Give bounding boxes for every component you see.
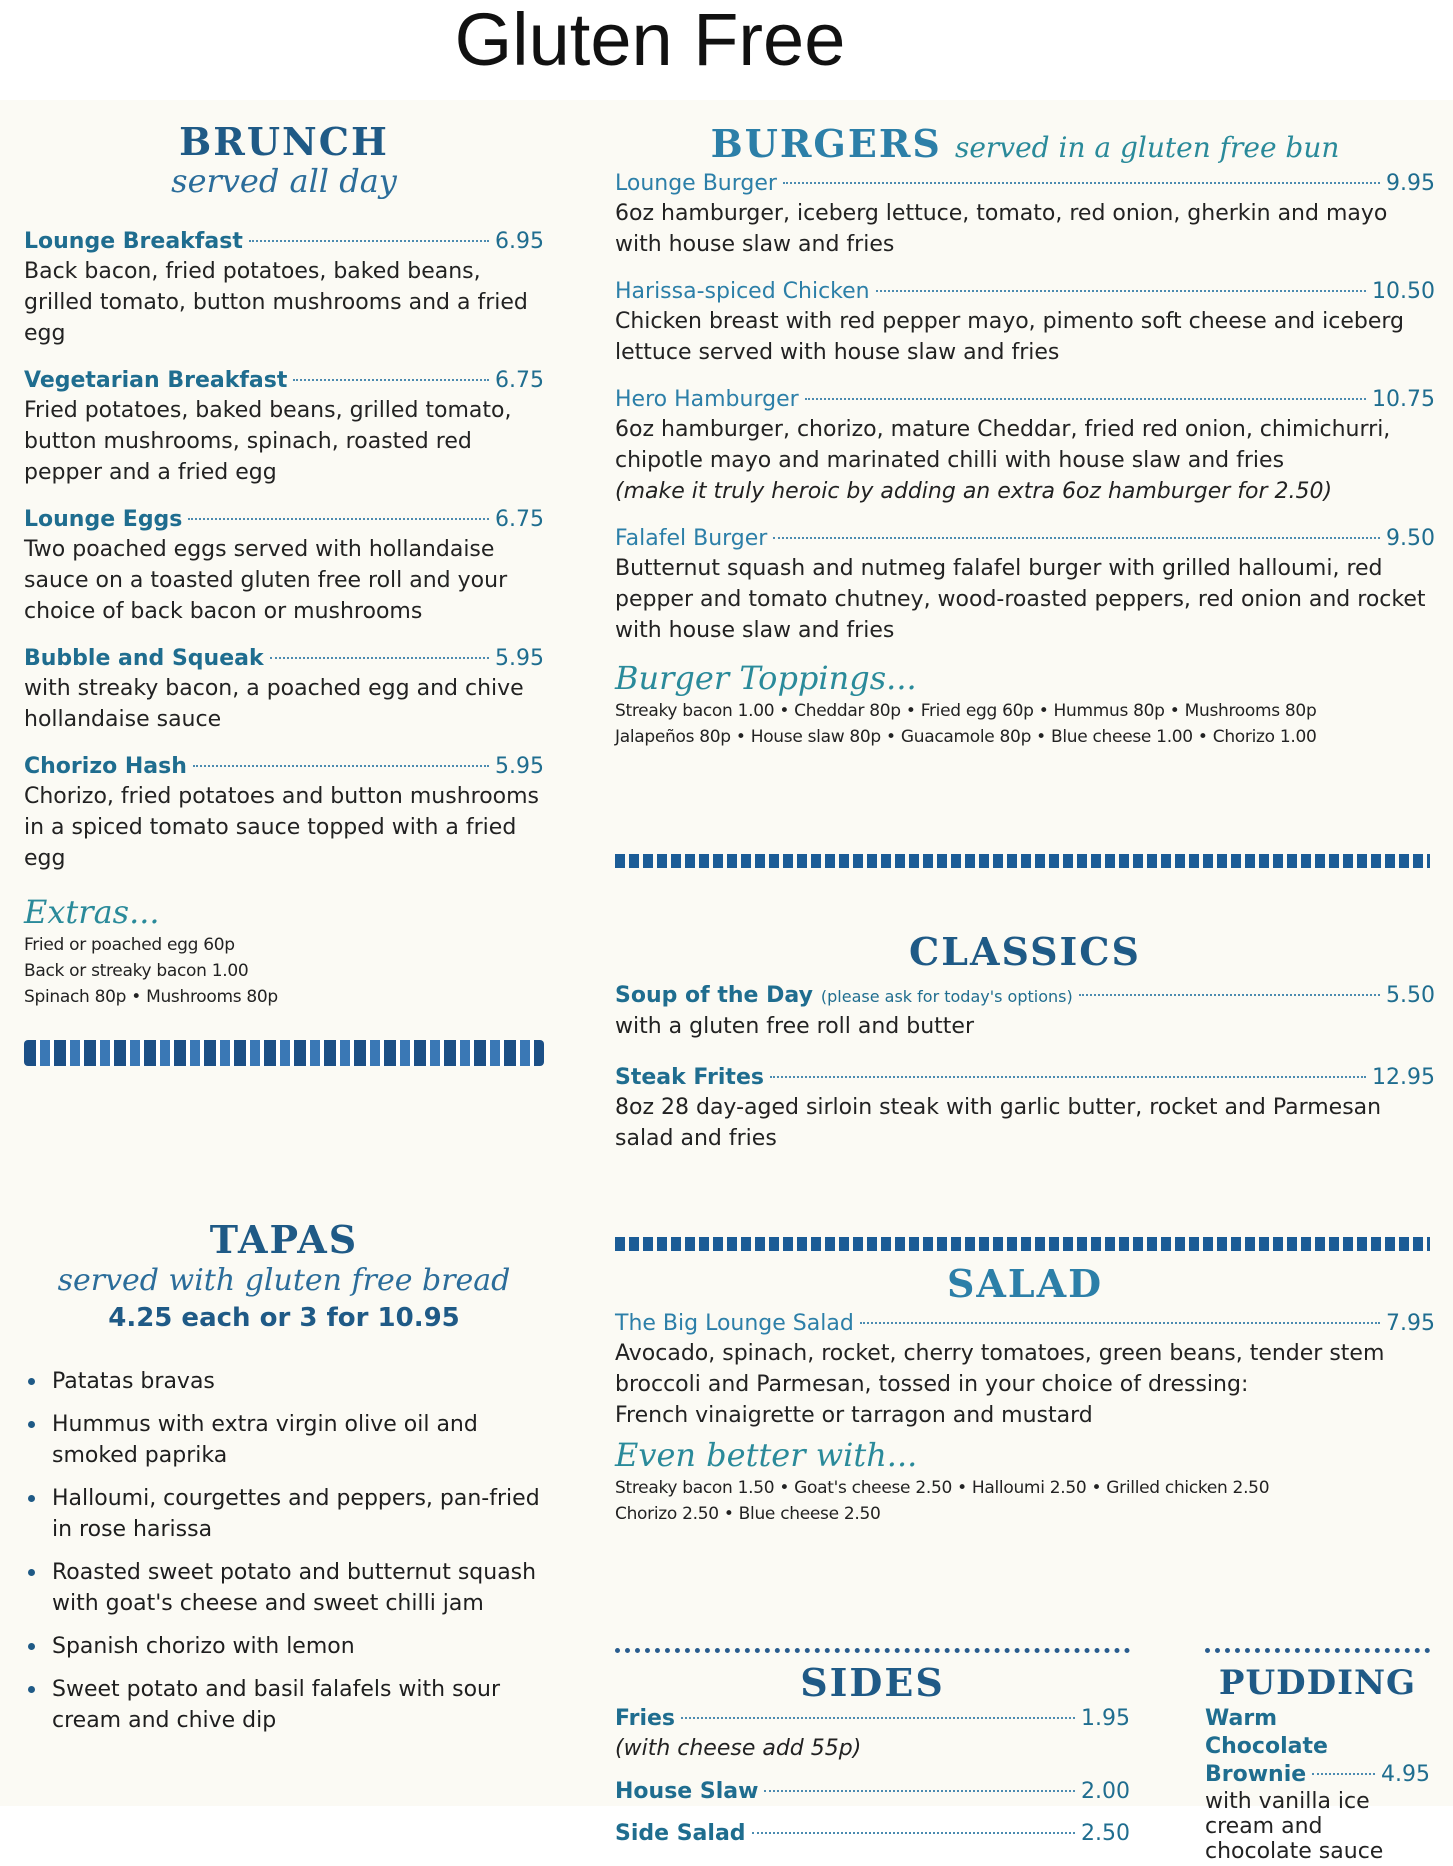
tapas-price-line: 4.25 each or 3 for 10.95 <box>108 1303 460 1333</box>
item-desc: with a gluten free roll and butter <box>615 1014 974 1039</box>
salad-extras-title: Even better with... <box>615 1436 918 1474</box>
classics-section <box>615 930 1435 1172</box>
item-note: (please ask for today's options) <box>820 987 1073 1006</box>
item-name: Lounge Burger <box>615 171 777 196</box>
chain-divider <box>615 1237 1430 1251</box>
page-title: Gluten Free <box>454 0 846 81</box>
item-desc: Two poached eggs served with hollandaise sauce on a toasted gluten free roll and your choice of back bacon or mushrooms <box>24 537 508 624</box>
menu-sheet <box>0 100 1453 1864</box>
brunch-title: BRUNCH <box>179 119 389 164</box>
list-item: Hummus with extra virgin olive oil and smoked paprika <box>24 1409 544 1471</box>
item-price: 9.50 <box>1386 526 1435 551</box>
item-price: 6.95 <box>495 229 544 254</box>
tapas-title: TAPAS <box>209 1217 359 1262</box>
item-price: 2.00 <box>1081 1779 1130 1804</box>
item-desc: 8oz 28 day-aged sirloin steak with garlic butter, rocket and Parmesan salad and fries <box>615 1095 1382 1151</box>
item-name: Chocolate <box>1205 1734 1328 1759</box>
item-price: 10.50 <box>1372 279 1435 304</box>
item-price: 1.95 <box>1081 1706 1130 1731</box>
salad-title: SALAD <box>946 1261 1104 1306</box>
item-name: Lounge Breakfast <box>24 229 243 254</box>
chain-divider <box>615 854 1430 868</box>
menu-item <box>24 228 544 349</box>
tapas-subtitle: served with gluten free bread <box>57 1263 511 1298</box>
list-item: Patatas bravas <box>24 1366 544 1397</box>
item-price: 6.75 <box>495 507 544 532</box>
item-price: 4.95 <box>1381 1762 1430 1787</box>
item-desc: 6oz hamburger, chorizo, mature Cheddar, fried red onion, chimichurri, chipotle mayo and marinated chilli with house slaw and fries <box>615 417 1391 473</box>
pudding-title: PUDDING <box>1218 1663 1417 1703</box>
brunch-subtitle: served all day <box>171 162 397 200</box>
item-price: 7.95 <box>1386 1311 1435 1336</box>
item-name: Bubble and Squeak <box>24 646 264 671</box>
tapas-section <box>24 1218 544 1748</box>
burgers-section <box>615 122 1435 750</box>
brunch-section <box>24 120 544 1096</box>
salad-section <box>615 1262 1435 1527</box>
toppings-line: Streaky bacon 1.00 • Cheddar 80p • Fried egg 60p • Hummus 80p • Mushrooms 80p <box>615 701 1317 721</box>
menu-item <box>615 525 1435 646</box>
menu-item <box>24 645 544 735</box>
item-name: House Slaw <box>615 1779 759 1804</box>
item-desc: French vinaigrette or tarragon and mustard <box>615 1403 1093 1428</box>
item-name: Falafel Burger <box>615 526 768 551</box>
sides-section <box>615 1648 1130 1866</box>
menu-item <box>24 367 544 488</box>
extras-line: Chorizo 2.50 • Blue cheese 2.50 <box>615 1504 881 1524</box>
item-price: 9.95 <box>1386 171 1435 196</box>
item-name: Brownie <box>1205 1762 1307 1787</box>
menu-item <box>24 506 544 627</box>
menu-item <box>615 1310 1435 1431</box>
item-desc: Avocado, spinach, rocket, cherry tomatoes, green beans, tender stem broccoli and Parmesan, tossed in your choice of dressing: <box>615 1341 1385 1397</box>
item-note: (make it truly heroic by adding an extra 6oz hamburger for 2.50) <box>615 479 1333 504</box>
item-name: Warm <box>1205 1706 1278 1731</box>
item-name: Hero Hamburger <box>615 387 799 412</box>
extras-line: Back or streaky bacon 1.00 <box>24 961 249 981</box>
sides-title: SIDES <box>800 1660 945 1705</box>
extras-line: Fried or poached egg 60p <box>24 935 235 955</box>
item-name: Harissa-spiced Chicken <box>615 279 870 304</box>
item-desc: with streaky bacon, a poached egg and chive hollandaise sauce <box>24 676 524 732</box>
item-name: Lounge Eggs <box>24 507 183 532</box>
item-name: The Big Lounge Salad <box>615 1311 854 1336</box>
toppings-line: Jalapeños 80p • House slaw 80p • Guacamole 80p • Blue cheese 1.00 • Chorizo 1.00 <box>615 727 1317 747</box>
list-item: Halloumi, courgettes and peppers, pan-fried in rose harissa <box>24 1483 544 1545</box>
brunch-extras-title: Extras... <box>24 893 160 931</box>
item-name: Chorizo Hash <box>24 754 187 779</box>
item-price: 5.95 <box>495 754 544 779</box>
menu-item <box>615 1820 1130 1848</box>
item-name: Side Salad <box>615 1821 746 1846</box>
menu-item <box>615 170 1435 260</box>
list-item: Roasted sweet potato and butternut squash with goat's cheese and sweet chilli jam <box>24 1557 544 1619</box>
list-item: Sweet potato and basil falafels with sour cream and chive dip <box>24 1674 544 1736</box>
item-price: 5.95 <box>495 646 544 671</box>
extras-line: Streaky bacon 1.50 • Goat's cheese 2.50 • Halloumi 2.50 • Grilled chicken 2.50 <box>615 1478 1270 1498</box>
list-item: Spanish chorizo with lemon <box>24 1631 544 1662</box>
dotted-rule <box>1205 1648 1430 1653</box>
item-desc: 6oz hamburger, iceberg lettuce, tomato, red onion, gherkin and mayo with house slaw and fries <box>615 201 1388 257</box>
item-desc: Chorizo, fried potatoes and button mushrooms in a spiced tomato sauce topped with a fried egg <box>24 784 540 871</box>
item-desc: with vanilla ice cream and chocolate sauce <box>1205 1789 1384 1864</box>
extras-line: Spinach 80p • Mushrooms 80p <box>24 987 278 1007</box>
item-price: 2.50 <box>1081 1821 1130 1846</box>
item-desc: Chicken breast with red pepper mayo, pimento soft cheese and iceberg lettuce served with house slaw and fries <box>615 309 1404 365</box>
item-name: Fries <box>615 1706 676 1731</box>
item-price: 12.95 <box>1372 1065 1435 1090</box>
dotted-rule <box>615 1648 1130 1653</box>
item-desc: Fried potatoes, baked beans, grilled tomato, button mushrooms, spinach, roasted red pepper and a fried egg <box>24 398 512 485</box>
burgers-subtitle: served in a gluten free bun <box>954 131 1340 164</box>
classics-title: CLASSICS <box>909 929 1141 974</box>
item-price: 6.75 <box>495 368 544 393</box>
item-name: Vegetarian Breakfast <box>24 368 288 393</box>
menu-item <box>24 753 544 874</box>
item-desc: Back bacon, fried potatoes, baked beans, grilled tomato, button mushrooms and a fried egg <box>24 259 528 346</box>
menu-item <box>615 1778 1130 1806</box>
menu-item <box>615 1705 1130 1764</box>
pudding-section <box>1205 1648 1430 1864</box>
tile-divider <box>24 1040 544 1066</box>
menu-item <box>615 278 1435 368</box>
menu-item <box>615 982 1435 1042</box>
item-desc: Butternut squash and nutmeg falafel burger with grilled halloumi, red pepper and tomato chutney, wood-roasted peppers, red onion and rocket with house slaw and fries <box>615 556 1426 643</box>
item-name: Soup of the Day <box>615 983 813 1008</box>
burgers-title: BURGERS <box>710 121 942 166</box>
item-name: Steak Frites <box>615 1065 764 1090</box>
menu-item <box>615 386 1435 507</box>
item-price: 5.50 <box>1386 983 1435 1008</box>
burger-toppings-title: Burger Toppings... <box>615 659 917 697</box>
item-note: (with cheese add 55p) <box>615 1736 862 1761</box>
menu-item <box>615 1064 1435 1154</box>
item-price: 10.75 <box>1372 387 1435 412</box>
